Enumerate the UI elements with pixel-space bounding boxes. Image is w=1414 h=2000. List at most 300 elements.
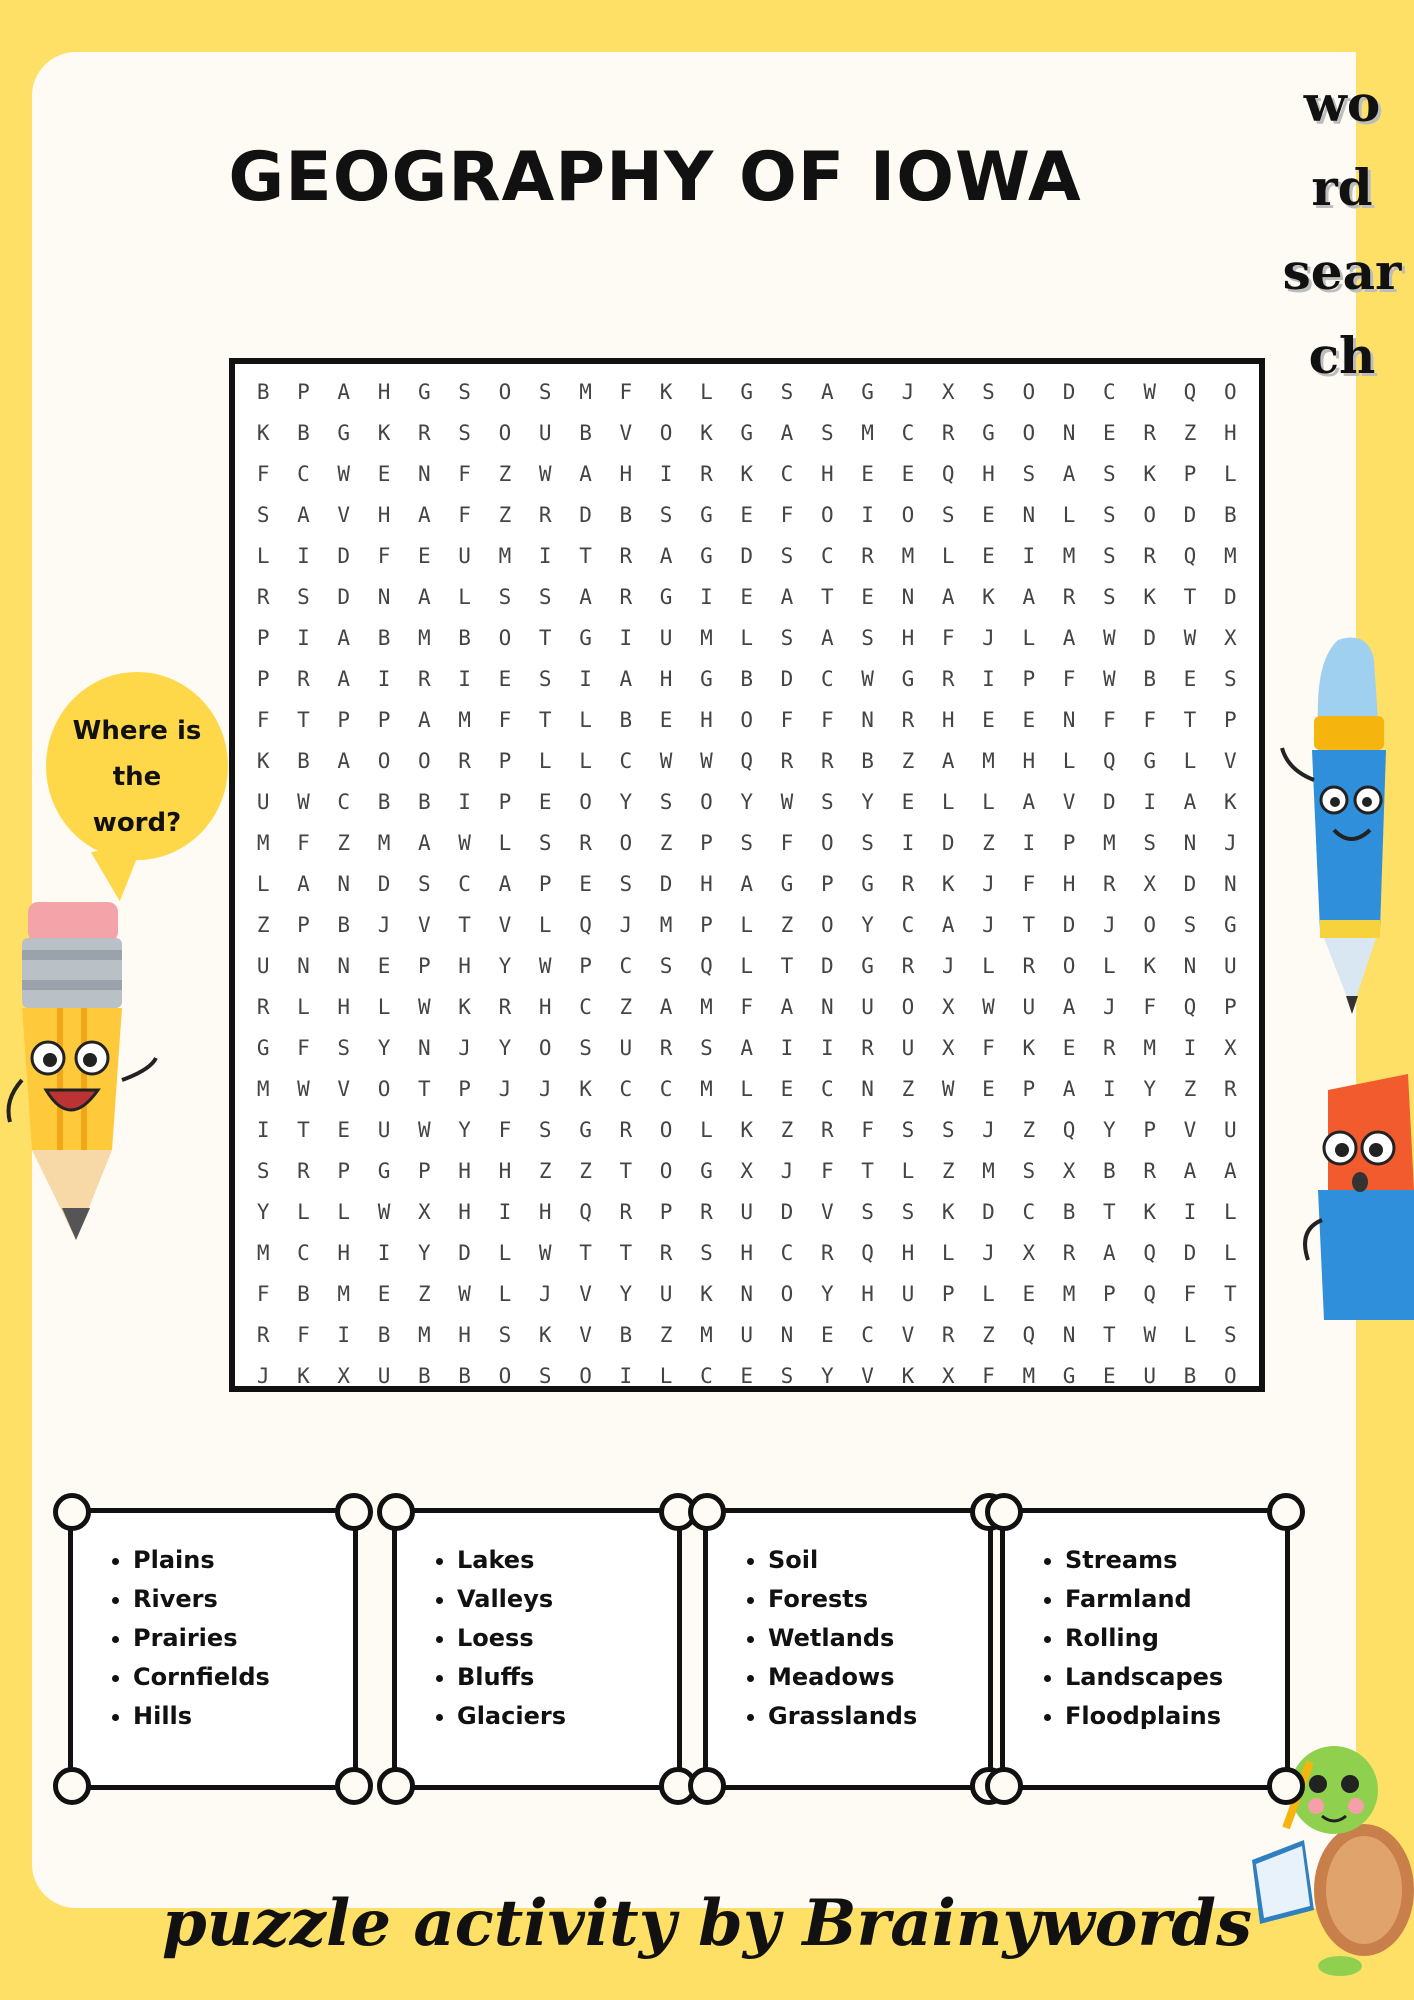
- grid-letter[interactable]: O: [1143, 503, 1156, 527]
- grid-letter[interactable]: Z: [659, 1323, 673, 1347]
- grid-letter[interactable]: L: [941, 790, 955, 814]
- grid-letter[interactable]: J: [982, 872, 995, 896]
- grid-letter[interactable]: B: [619, 1323, 633, 1347]
- grid-letter[interactable]: K: [458, 995, 471, 1019]
- grid-letter[interactable]: J: [780, 1159, 794, 1183]
- grid-letter[interactable]: J: [619, 913, 633, 937]
- grid-letter[interactable]: S: [941, 503, 955, 527]
- grid-letter[interactable]: W: [418, 995, 431, 1019]
- grid-letter[interactable]: A: [418, 708, 431, 732]
- grid-letter[interactable]: K: [256, 421, 270, 445]
- grid-letter[interactable]: M: [700, 995, 713, 1019]
- grid-letter[interactable]: V: [901, 1323, 915, 1347]
- grid-letter[interactable]: A: [659, 995, 673, 1019]
- grid-letter[interactable]: W: [780, 790, 794, 814]
- grid-letter[interactable]: J: [538, 1282, 552, 1306]
- grid-letter[interactable]: R: [659, 1036, 673, 1060]
- grid-letter[interactable]: A: [1062, 995, 1076, 1019]
- grid-letter[interactable]: W: [1183, 626, 1197, 650]
- grid-letter[interactable]: Q: [579, 913, 592, 937]
- grid-letter[interactable]: T: [418, 1077, 431, 1101]
- grid-letter[interactable]: D: [1062, 913, 1076, 937]
- grid-letter[interactable]: A: [418, 585, 431, 609]
- grid-letter[interactable]: O: [498, 626, 512, 650]
- grid-letter[interactable]: K: [982, 585, 995, 609]
- grid-letter[interactable]: B: [740, 667, 754, 691]
- grid-letter[interactable]: F: [1103, 708, 1116, 732]
- grid-letter[interactable]: U: [538, 421, 552, 445]
- grid-letter[interactable]: N: [418, 462, 431, 486]
- grid-letter[interactable]: H: [337, 1241, 351, 1265]
- grid-letter[interactable]: M: [498, 544, 512, 568]
- grid-letter[interactable]: O: [780, 1282, 794, 1306]
- grid-letter[interactable]: Z: [1183, 1077, 1197, 1101]
- grid-letter[interactable]: N: [1062, 708, 1076, 732]
- grid-letter[interactable]: L: [1103, 954, 1116, 978]
- grid-letter[interactable]: M: [700, 1323, 713, 1347]
- grid-letter[interactable]: M: [861, 421, 874, 445]
- grid-letter[interactable]: C: [619, 749, 633, 773]
- grid-letter[interactable]: M: [659, 913, 673, 937]
- grid-letter[interactable]: P: [418, 954, 431, 978]
- grid-letter[interactable]: Y: [418, 1241, 431, 1265]
- grid-letter[interactable]: X: [1062, 1159, 1076, 1183]
- grid-letter[interactable]: F: [297, 831, 310, 855]
- grid-letter[interactable]: U: [861, 995, 874, 1019]
- grid-letter[interactable]: N: [740, 1282, 754, 1306]
- grid-letter[interactable]: A: [1223, 1159, 1237, 1183]
- grid-letter[interactable]: N: [861, 1077, 874, 1101]
- grid-letter[interactable]: G: [700, 1159, 713, 1183]
- grid-letter[interactable]: L: [1223, 462, 1237, 486]
- grid-letter[interactable]: Q: [1022, 1323, 1036, 1347]
- grid-letter[interactable]: Z: [256, 913, 270, 937]
- grid-letter[interactable]: T: [458, 913, 471, 937]
- grid-letter[interactable]: D: [941, 831, 955, 855]
- grid-letter[interactable]: R: [901, 872, 915, 896]
- grid-letter[interactable]: R: [498, 995, 512, 1019]
- grid-letter[interactable]: T: [820, 585, 834, 609]
- grid-letter[interactable]: I: [458, 667, 471, 691]
- grid-letter[interactable]: H: [377, 503, 391, 527]
- grid-letter[interactable]: U: [1022, 995, 1036, 1019]
- grid-letter[interactable]: W: [297, 1077, 310, 1101]
- grid-letter[interactable]: E: [982, 1077, 995, 1101]
- grid-letter[interactable]: B: [1062, 1200, 1076, 1224]
- grid-letter[interactable]: J: [901, 380, 915, 404]
- grid-letter[interactable]: O: [659, 1118, 673, 1142]
- grid-letter[interactable]: A: [659, 544, 673, 568]
- grid-letter[interactable]: R: [297, 667, 310, 691]
- grid-letter[interactable]: Z: [982, 831, 995, 855]
- grid-letter[interactable]: P: [256, 667, 270, 691]
- grid-letter[interactable]: K: [941, 1200, 955, 1224]
- grid-letter[interactable]: S: [256, 503, 270, 527]
- grid-letter[interactable]: C: [820, 667, 834, 691]
- grid-letter[interactable]: F: [1022, 872, 1036, 896]
- grid-letter[interactable]: Q: [1062, 1118, 1076, 1142]
- grid-letter[interactable]: C: [458, 872, 471, 896]
- grid-letter[interactable]: I: [619, 1364, 633, 1388]
- grid-letter[interactable]: C: [820, 544, 834, 568]
- grid-letter[interactable]: A: [1022, 585, 1036, 609]
- grid-letter[interactable]: S: [538, 380, 552, 404]
- grid-letter[interactable]: Z: [619, 995, 633, 1019]
- grid-letter[interactable]: M: [1223, 544, 1237, 568]
- grid-letter[interactable]: V: [1183, 1118, 1197, 1142]
- grid-letter[interactable]: A: [619, 667, 633, 691]
- grid-letter[interactable]: Y: [740, 790, 754, 814]
- grid-letter[interactable]: M: [418, 626, 431, 650]
- grid-letter[interactable]: R: [1022, 954, 1036, 978]
- grid-letter[interactable]: V: [498, 913, 512, 937]
- grid-letter[interactable]: M: [1022, 1364, 1036, 1388]
- grid-letter[interactable]: I: [579, 667, 592, 691]
- grid-letter[interactable]: R: [1103, 872, 1116, 896]
- grid-letter[interactable]: C: [619, 1077, 633, 1101]
- grid-letter[interactable]: J: [1103, 913, 1116, 937]
- grid-letter[interactable]: G: [861, 954, 874, 978]
- grid-letter[interactable]: W: [337, 462, 351, 486]
- grid-letter[interactable]: L: [941, 1241, 955, 1265]
- grid-letter[interactable]: U: [619, 1036, 633, 1060]
- grid-letter[interactable]: M: [982, 749, 995, 773]
- grid-letter[interactable]: E: [377, 954, 391, 978]
- grid-letter[interactable]: S: [659, 503, 673, 527]
- grid-letter[interactable]: L: [337, 1200, 351, 1224]
- grid-letter[interactable]: T: [1183, 708, 1197, 732]
- grid-letter[interactable]: Q: [861, 1241, 874, 1265]
- grid-letter[interactable]: K: [256, 749, 270, 773]
- grid-letter[interactable]: H: [740, 1241, 754, 1265]
- grid-letter[interactable]: R: [1223, 1077, 1237, 1101]
- grid-letter[interactable]: J: [538, 1077, 552, 1101]
- grid-letter[interactable]: L: [1022, 626, 1036, 650]
- grid-letter[interactable]: M: [256, 831, 270, 855]
- grid-letter[interactable]: I: [297, 544, 310, 568]
- grid-letter[interactable]: H: [337, 995, 351, 1019]
- grid-letter[interactable]: C: [297, 1241, 310, 1265]
- grid-letter[interactable]: N: [1183, 831, 1197, 855]
- grid-letter[interactable]: L: [297, 1200, 310, 1224]
- grid-letter[interactable]: Y: [1103, 1118, 1116, 1142]
- grid-letter[interactable]: L: [982, 1282, 995, 1306]
- grid-letter[interactable]: K: [297, 1364, 310, 1388]
- grid-letter[interactable]: U: [458, 544, 471, 568]
- grid-letter[interactable]: B: [418, 790, 431, 814]
- grid-letter[interactable]: S: [982, 380, 995, 404]
- grid-letter[interactable]: F: [982, 1364, 995, 1388]
- grid-letter[interactable]: S: [700, 1241, 713, 1265]
- grid-letter[interactable]: W: [941, 1077, 955, 1101]
- grid-letter[interactable]: A: [780, 585, 794, 609]
- grid-letter[interactable]: K: [740, 1118, 754, 1142]
- grid-letter[interactable]: Y: [256, 1200, 270, 1224]
- grid-letter[interactable]: K: [1143, 585, 1156, 609]
- grid-letter[interactable]: V: [619, 421, 633, 445]
- grid-letter[interactable]: F: [861, 1118, 874, 1142]
- grid-letter[interactable]: S: [1103, 503, 1116, 527]
- grid-letter[interactable]: B: [1183, 1364, 1197, 1388]
- grid-letter[interactable]: B: [377, 790, 391, 814]
- grid-letter[interactable]: N: [377, 585, 391, 609]
- grid-letter[interactable]: L: [1062, 749, 1076, 773]
- grid-letter[interactable]: E: [982, 708, 995, 732]
- grid-letter[interactable]: P: [297, 913, 310, 937]
- grid-letter[interactable]: M: [1103, 831, 1116, 855]
- grid-letter[interactable]: E: [538, 790, 552, 814]
- grid-letter[interactable]: L: [1223, 1200, 1237, 1224]
- grid-letter[interactable]: R: [538, 503, 552, 527]
- grid-letter[interactable]: F: [780, 503, 794, 527]
- grid-letter[interactable]: I: [820, 1036, 834, 1060]
- grid-letter[interactable]: W: [458, 1282, 471, 1306]
- grid-letter[interactable]: H: [458, 954, 471, 978]
- grid-letter[interactable]: F: [820, 1159, 834, 1183]
- grid-letter[interactable]: A: [941, 749, 955, 773]
- grid-letter[interactable]: E: [1103, 421, 1116, 445]
- grid-letter[interactable]: A: [1183, 790, 1197, 814]
- grid-letter[interactable]: V: [337, 1077, 351, 1101]
- grid-letter[interactable]: C: [659, 1077, 673, 1101]
- grid-letter[interactable]: W: [377, 1200, 391, 1224]
- grid-letter[interactable]: N: [1062, 1323, 1076, 1347]
- grid-letter[interactable]: T: [619, 1241, 633, 1265]
- grid-letter[interactable]: E: [1103, 1364, 1116, 1388]
- grid-letter[interactable]: B: [377, 626, 391, 650]
- grid-letter[interactable]: Q: [1183, 995, 1197, 1019]
- grid-letter[interactable]: D: [337, 585, 351, 609]
- grid-letter[interactable]: S: [941, 1118, 955, 1142]
- grid-letter[interactable]: Z: [1022, 1118, 1036, 1142]
- grid-letter[interactable]: O: [820, 831, 834, 855]
- grid-letter[interactable]: K: [700, 421, 713, 445]
- grid-letter[interactable]: R: [579, 831, 592, 855]
- grid-letter[interactable]: G: [1143, 749, 1156, 773]
- grid-letter[interactable]: J: [982, 1241, 995, 1265]
- grid-letter[interactable]: B: [418, 1364, 431, 1388]
- grid-letter[interactable]: P: [941, 1282, 955, 1306]
- grid-letter[interactable]: F: [982, 1036, 995, 1060]
- grid-letter[interactable]: G: [740, 421, 754, 445]
- grid-letter[interactable]: S: [297, 585, 310, 609]
- grid-letter[interactable]: P: [337, 708, 351, 732]
- grid-letter[interactable]: N: [337, 954, 351, 978]
- grid-letter[interactable]: J: [982, 1118, 995, 1142]
- grid-letter[interactable]: S: [538, 831, 552, 855]
- grid-letter[interactable]: R: [1103, 1036, 1116, 1060]
- grid-letter[interactable]: X: [740, 1159, 754, 1183]
- grid-letter[interactable]: S: [780, 544, 794, 568]
- grid-letter[interactable]: O: [579, 790, 592, 814]
- grid-letter[interactable]: L: [700, 380, 713, 404]
- grid-letter[interactable]: E: [418, 544, 431, 568]
- grid-letter[interactable]: Y: [861, 790, 874, 814]
- grid-letter[interactable]: E: [337, 1118, 351, 1142]
- grid-letter[interactable]: T: [1103, 1200, 1116, 1224]
- grid-letter[interactable]: I: [1103, 1077, 1116, 1101]
- grid-letter[interactable]: A: [297, 872, 310, 896]
- grid-letter[interactable]: B: [861, 749, 874, 773]
- grid-letter[interactable]: Q: [1183, 544, 1197, 568]
- grid-letter[interactable]: Y: [619, 790, 633, 814]
- grid-letter[interactable]: A: [1103, 1241, 1116, 1265]
- grid-letter[interactable]: A: [1022, 790, 1036, 814]
- grid-letter[interactable]: P: [1022, 667, 1036, 691]
- grid-letter[interactable]: I: [982, 667, 995, 691]
- grid-letter[interactable]: A: [498, 872, 512, 896]
- grid-letter[interactable]: B: [619, 503, 633, 527]
- grid-letter[interactable]: B: [337, 913, 351, 937]
- grid-letter[interactable]: O: [700, 790, 713, 814]
- grid-letter[interactable]: B: [256, 380, 270, 404]
- grid-letter[interactable]: P: [377, 708, 391, 732]
- grid-letter[interactable]: C: [579, 995, 592, 1019]
- grid-letter[interactable]: E: [377, 462, 391, 486]
- grid-letter[interactable]: T: [780, 954, 794, 978]
- grid-letter[interactable]: M: [579, 380, 592, 404]
- grid-letter[interactable]: V: [579, 1282, 592, 1306]
- grid-letter[interactable]: N: [337, 872, 351, 896]
- grid-letter[interactable]: N: [1223, 872, 1237, 896]
- grid-letter[interactable]: Y: [820, 1282, 834, 1306]
- grid-letter[interactable]: K: [1143, 1200, 1156, 1224]
- grid-letter[interactable]: A: [1062, 1077, 1076, 1101]
- grid-letter[interactable]: D: [659, 872, 673, 896]
- grid-letter[interactable]: Z: [659, 831, 673, 855]
- grid-letter[interactable]: N: [820, 995, 834, 1019]
- grid-letter[interactable]: G: [579, 1118, 592, 1142]
- grid-letter[interactable]: L: [538, 749, 552, 773]
- grid-letter[interactable]: R: [1143, 544, 1156, 568]
- grid-letter[interactable]: O: [418, 749, 431, 773]
- grid-letter[interactable]: Q: [1103, 749, 1116, 773]
- grid-letter[interactable]: H: [820, 462, 834, 486]
- grid-letter[interactable]: S: [458, 421, 471, 445]
- grid-letter[interactable]: N: [1022, 503, 1036, 527]
- grid-letter[interactable]: F: [256, 1282, 270, 1306]
- grid-letter[interactable]: M: [700, 626, 713, 650]
- grid-letter[interactable]: O: [1143, 913, 1156, 937]
- grid-letter[interactable]: I: [861, 503, 874, 527]
- grid-letter[interactable]: R: [458, 749, 471, 773]
- grid-letter[interactable]: Y: [820, 1364, 834, 1388]
- grid-letter[interactable]: D: [1183, 1241, 1197, 1265]
- grid-letter[interactable]: H: [901, 1241, 915, 1265]
- grid-letter[interactable]: H: [941, 708, 955, 732]
- grid-letter[interactable]: O: [579, 1364, 592, 1388]
- grid-letter[interactable]: K: [1223, 790, 1237, 814]
- grid-letter[interactable]: Z: [901, 749, 915, 773]
- grid-letter[interactable]: F: [458, 503, 471, 527]
- grid-letter[interactable]: H: [1022, 749, 1036, 773]
- grid-letter[interactable]: I: [377, 1241, 391, 1265]
- grid-letter[interactable]: L: [1223, 1241, 1237, 1265]
- grid-letter[interactable]: T: [1223, 1282, 1237, 1306]
- grid-letter[interactable]: G: [418, 380, 431, 404]
- grid-letter[interactable]: L: [498, 1282, 512, 1306]
- grid-letter[interactable]: I: [780, 1036, 794, 1060]
- grid-letter[interactable]: Z: [780, 1118, 794, 1142]
- grid-letter[interactable]: S: [1103, 462, 1116, 486]
- grid-letter[interactable]: Z: [780, 913, 794, 937]
- grid-letter[interactable]: R: [619, 1200, 633, 1224]
- grid-letter[interactable]: K: [579, 1077, 592, 1101]
- grid-letter[interactable]: X: [941, 995, 955, 1019]
- grid-letter[interactable]: A: [418, 831, 431, 855]
- grid-letter[interactable]: U: [256, 790, 270, 814]
- grid-letter[interactable]: M: [1062, 1282, 1076, 1306]
- grid-letter[interactable]: A: [1183, 1159, 1197, 1183]
- grid-letter[interactable]: W: [297, 790, 310, 814]
- grid-letter[interactable]: O: [901, 995, 915, 1019]
- grid-letter[interactable]: S: [659, 954, 673, 978]
- grid-letter[interactable]: O: [1022, 380, 1036, 404]
- grid-letter[interactable]: K: [1143, 954, 1156, 978]
- grid-letter[interactable]: J: [498, 1077, 512, 1101]
- grid-letter[interactable]: U: [901, 1036, 915, 1060]
- grid-letter[interactable]: P: [538, 872, 552, 896]
- grid-letter[interactable]: E: [982, 503, 995, 527]
- grid-letter[interactable]: T: [297, 1118, 310, 1142]
- grid-letter[interactable]: Q: [579, 1200, 592, 1224]
- grid-letter[interactable]: R: [418, 667, 431, 691]
- grid-letter[interactable]: R: [1143, 421, 1156, 445]
- grid-letter[interactable]: J: [982, 913, 995, 937]
- grid-letter[interactable]: H: [498, 1159, 512, 1183]
- grid-letter[interactable]: N: [297, 954, 310, 978]
- grid-letter[interactable]: B: [377, 1323, 391, 1347]
- grid-letter[interactable]: R: [780, 749, 794, 773]
- grid-letter[interactable]: T: [579, 544, 592, 568]
- grid-letter[interactable]: O: [498, 380, 512, 404]
- grid-letter[interactable]: H: [458, 1159, 471, 1183]
- grid-letter[interactable]: M: [256, 1077, 270, 1101]
- grid-letter[interactable]: I: [1183, 1200, 1197, 1224]
- grid-letter[interactable]: E: [901, 790, 915, 814]
- grid-letter[interactable]: S: [1022, 1159, 1036, 1183]
- grid-letter[interactable]: G: [740, 380, 754, 404]
- grid-letter[interactable]: N: [780, 1323, 794, 1347]
- grid-letter[interactable]: R: [256, 995, 270, 1019]
- grid-letter[interactable]: I: [700, 585, 713, 609]
- grid-letter[interactable]: C: [780, 1241, 794, 1265]
- grid-letter[interactable]: R: [941, 1323, 955, 1347]
- grid-letter[interactable]: H: [901, 626, 915, 650]
- grid-letter[interactable]: X: [1223, 1036, 1237, 1060]
- grid-letter[interactable]: R: [861, 1036, 874, 1060]
- grid-letter[interactable]: L: [256, 544, 270, 568]
- grid-letter[interactable]: M: [1143, 1036, 1156, 1060]
- grid-letter[interactable]: S: [780, 380, 794, 404]
- grid-letter[interactable]: I: [659, 462, 673, 486]
- grid-letter[interactable]: Z: [1183, 421, 1197, 445]
- grid-letter[interactable]: I: [297, 626, 310, 650]
- grid-letter[interactable]: S: [579, 1036, 592, 1060]
- grid-letter[interactable]: H: [700, 872, 713, 896]
- grid-letter[interactable]: Q: [1143, 1282, 1156, 1306]
- grid-letter[interactable]: E: [861, 462, 874, 486]
- grid-letter[interactable]: J: [982, 626, 995, 650]
- grid-letter[interactable]: L: [1183, 749, 1197, 773]
- grid-letter[interactable]: D: [820, 954, 834, 978]
- grid-letter[interactable]: B: [458, 1364, 471, 1388]
- grid-letter[interactable]: I: [498, 1200, 512, 1224]
- grid-letter[interactable]: F: [256, 708, 270, 732]
- grid-letter[interactable]: N: [1062, 421, 1076, 445]
- grid-letter[interactable]: A: [740, 1036, 754, 1060]
- grid-letter[interactable]: T: [861, 1159, 874, 1183]
